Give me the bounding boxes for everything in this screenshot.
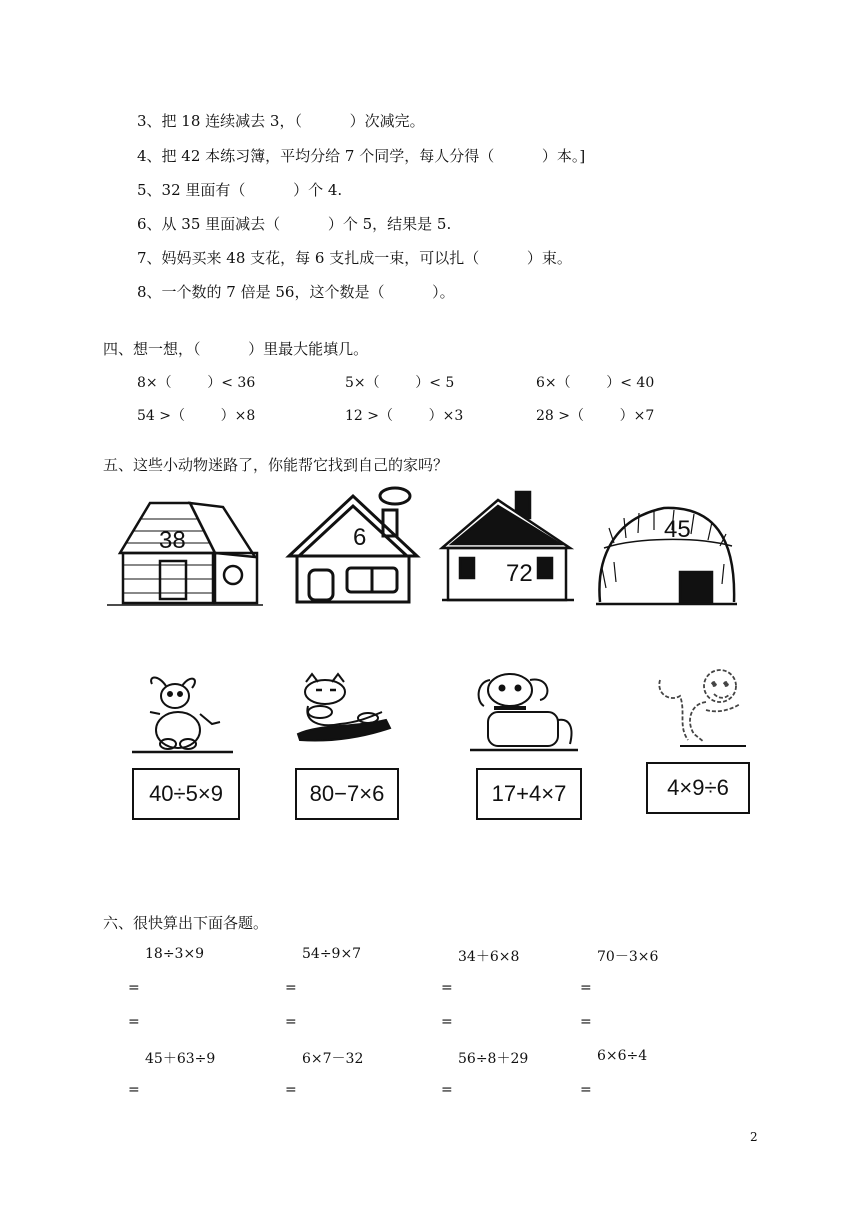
question-3: 3、把 18 连续减去 3，（ ）次减完。: [137, 112, 425, 130]
page-number: 2: [750, 1130, 758, 1144]
equals-sign: =: [441, 980, 453, 996]
cat-icon: [290, 672, 395, 752]
house-number: 38: [159, 527, 186, 554]
equals-sign: =: [128, 1082, 140, 1098]
dog-icon: [470, 668, 580, 756]
house-brick: [438, 490, 578, 605]
calc-3: 34＋6×8: [458, 949, 520, 965]
equals-sign: =: [285, 980, 297, 996]
compare-1-1: 8×（ ）< 36: [137, 375, 256, 391]
equals-sign: =: [580, 980, 592, 996]
question-4: 4、把 42 本练习簿，平均分给 7 个同学，每人分得（ ）本。]: [137, 147, 586, 165]
section-5-title: 五、这些小动物迷路了，你能帮它找到自己的家吗？: [103, 456, 449, 474]
equals-sign: =: [580, 1082, 592, 1098]
calc-4: 70－3×6: [597, 949, 659, 965]
equals-sign: =: [128, 980, 140, 996]
equals-sign: =: [128, 1014, 140, 1030]
compare-2-2: 12 >（ ）×3: [345, 408, 464, 424]
house-cabin: [105, 495, 265, 610]
compare-2-1: 54 >（ ）×8: [137, 408, 256, 424]
calc-5: 45＋63÷9: [145, 1051, 216, 1067]
monkey-icon: [650, 660, 750, 750]
compare-1-2: 5×（ ）< 5: [345, 375, 455, 391]
calc-7: 56÷8＋29: [458, 1051, 529, 1067]
section-4-title: 四、想一想，（ ）里最大能填几。: [103, 340, 369, 358]
equals-sign: =: [580, 1014, 592, 1030]
equals-sign: =: [441, 1082, 453, 1098]
rabbit-icon: [130, 672, 235, 760]
expression-box: 17+4×7: [476, 768, 582, 820]
calc-6: 6×7－32: [302, 1051, 364, 1067]
question-8: 8、一个数的 7 倍是 56，这个数是（ ）。: [137, 283, 455, 301]
question-5: 5、32 里面有（ ）个 4.: [137, 181, 343, 199]
expression-box: 80−7×6: [295, 768, 399, 820]
equals-sign: =: [285, 1082, 297, 1098]
house-number: 6: [353, 524, 367, 551]
question-7: 7、妈妈买来 48 支花，每 6 支扎成一束，可以扎（ ）束。: [137, 249, 572, 267]
equals-sign: =: [441, 1014, 453, 1030]
equals-sign: =: [285, 1014, 297, 1030]
compare-1-3: 6×（ ）< 40: [536, 375, 655, 391]
calc-8: 6×6÷4: [597, 1048, 648, 1064]
calc-1: 18÷3×9: [145, 946, 205, 962]
hut-house-icon: [594, 498, 739, 608]
section-6-title: 六、很快算出下面各题。: [103, 914, 269, 932]
house-number: 45: [664, 516, 691, 543]
compare-2-3: 28 >（ ）×7: [536, 408, 655, 424]
house-number: 72: [506, 560, 533, 587]
expression-box: 40÷5×9: [132, 768, 240, 820]
house-cottage: [283, 482, 423, 607]
expression-box: 4×9÷6: [646, 762, 750, 814]
question-6: 6、从 35 里面减去（ ）个 5，结果是 5.: [137, 215, 452, 233]
house-hut: [594, 498, 739, 608]
calc-2: 54÷9×7: [302, 946, 362, 962]
